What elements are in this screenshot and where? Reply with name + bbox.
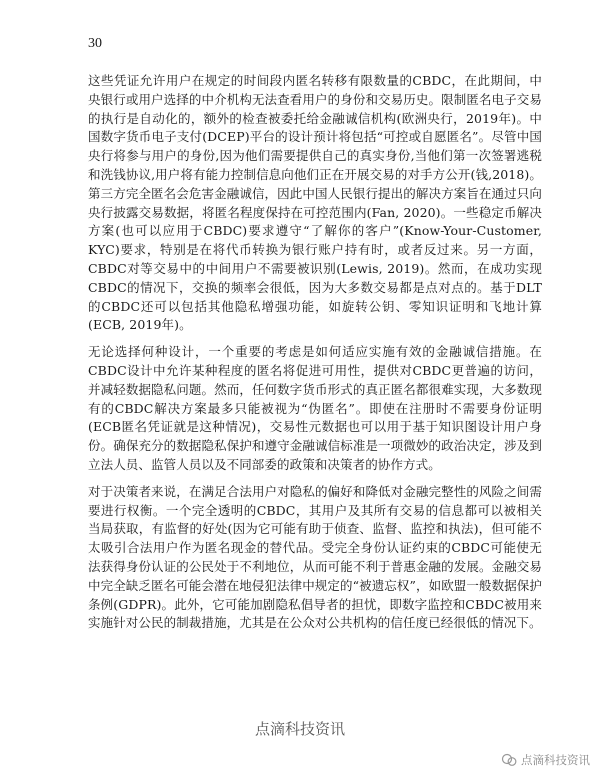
watermark (501, 752, 590, 768)
paragraph-1: 这些凭证允许用户在规定的时间段内匿名转移有限数量的CBDC，在此期间，中央银行或用户选择的中介机构无法查看用户的身份和交易历史。限制匿名电子交易的执行是自动化的，额外的检查被委托给金融诚信机构(欧洲央行，2019年)。中国数字货币电子支付(DCEP)平台的设计预计将包括“可控或自愿匿名”。尽管中国央行将参与用户的身份,因为他们需要提供自己的真实身份,当他们第一次签署逃税和洗钱协议,用户将有能力控制信息向他们正在开展交易的对手方公开(钱,2018)。第三方完全匿名会危害金融诚信，因此中国人民银行提出的解决方案旨在通过只向央行披露交易数据，将匿名程度保持在可控范围内(Fan, 2020)。一些稳定币解决方案(也可以应用于CBDC)要求遵守“了解你的客户”(Know-Your-Customer, KYC)要求，特别是在将代币转换为银行账户持有时，或者反过来。另一方面，CBDC对等交易中的中间用户不需要被识别(Lewis, 2019)。然而，在成功实现CBDC的情况下，交换的频率会很低，因为大多数交易都是点对点的。基于DLT的CBDC还可以包括其他隐私增强功能，如旋转公钥、零知识证明和飞地计算(ECB, 2019年)。 (88, 73, 542, 333)
paragraph-3: 对于决策者来说，在满足合法用户对隐私的偏好和降低对金融完整性的风险之间需要进行权衡。一个完全透明的CBDC，其用户及其所有交易的信息都可以被相关当局获取，有监督的好处(因为它可能有助于侦查、监督、监控和执法)，但可能不太吸引合法用户作为匿名现金的替代品。受完全身份认证约束的CBDC可能使无法获得身份认证的公民处于不利地位，从而可能不利于普惠金融的发展。金融交易中完全缺乏匿名可能会潜在地侵犯法律中规定的“被遗忘权”，如欧盟一般数据保护条例(GDPR)。此外，它可能加剧隐私倡导者的担忧，即数字监控和CBDC被用来实施针对公民的制裁措施，尤其是在公众对公共机构的信任度已经很低的情况下。 (88, 483, 542, 631)
page-number: 30 (88, 36, 102, 51)
watermark-label: 点滴科技资讯 (521, 753, 590, 767)
wechat-channel-icon (501, 753, 517, 767)
footer-source: 点滴科技资讯 (254, 720, 345, 738)
body-text (88, 72, 542, 641)
paragraph-2: 无论选择何种设计，一个重要的考虑是如何适应实施有效的金融诚信措施。在CBDC设计中允许某种程度的匿名将促进可用性，提供对CBDC更普遍的访问，并减轻数据隐私问题。然而，任何数字货币形式的真正匿名都很难实现，大多数现有的CBDC解决方案最多只能被视为“伪匿名”。即使在注册时不需要身份证明(ECB匿名凭证就是这种情况)，交易性元数据也可以用于基于知识图设计用户身份。确保充分的数据隐私保护和遵守金融诚信标准是一项微妙的政治决定，涉及到立法人员、监管人员以及不同部委的政策和决策者的协作方式。 (88, 344, 542, 472)
